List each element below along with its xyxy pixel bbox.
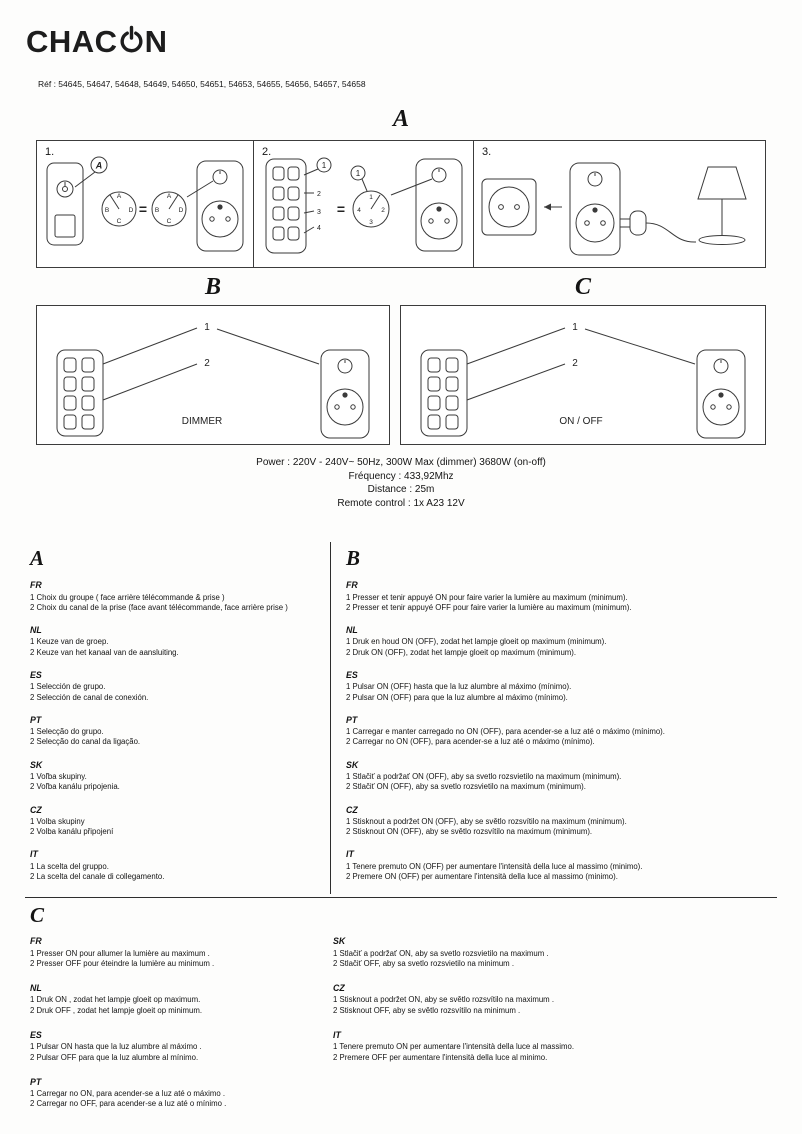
- panel-3-label: 3.: [482, 146, 492, 158]
- language-code: ES: [30, 669, 42, 680]
- group-selection-illustration: [37, 145, 249, 267]
- instruction-line: 2 Stlačiť OFF, aby sa svetlo rozsvietilo na minimum .: [333, 958, 515, 968]
- instruction-block-es: [30, 670, 328, 703]
- section-divider: [25, 897, 777, 898]
- dial-letter: B: [104, 207, 110, 214]
- dial-number: 4: [357, 207, 361, 214]
- dial-letter: B: [154, 207, 160, 214]
- instruction-line: 2 Voľba kanálu pripojenia.: [30, 782, 120, 792]
- dimmer-label: DIMMER: [181, 416, 223, 427]
- instruction-block-fr: [30, 580, 328, 613]
- instruction-block-cz: [333, 983, 779, 1016]
- installation-illustration: [474, 145, 762, 267]
- instruction-block-pt: [346, 715, 792, 748]
- language-code: ES: [30, 1029, 42, 1040]
- channel-number: 2: [317, 191, 321, 198]
- instruction-line: 1 Voľba skupiny.: [30, 772, 87, 782]
- instruction-line: 2 Stisknout ON (OFF), aby se světlo rozsvítilo na maximum (minimum).: [346, 827, 593, 837]
- dial-letter: C: [116, 218, 122, 225]
- instruction-block-pt: [30, 1077, 328, 1110]
- instruction-block-sk: [333, 936, 779, 969]
- language-code: NL: [30, 624, 42, 635]
- instruction-line: 1 Druk ON , zodat het lampje gloeit op maximum.: [30, 995, 201, 1005]
- instruction-block-it: [346, 849, 792, 882]
- instruction-line: 2 Keuze van het kanaal van de aansluiting.: [30, 647, 179, 657]
- panel-2-label: 2.: [262, 146, 272, 158]
- instruction-line: 1 Pulsar ON hasta que la luz alumbre al máximo .: [30, 1042, 202, 1052]
- instruction-block-cz: [346, 805, 792, 838]
- language-code: FR: [30, 580, 42, 590]
- language-code: IT: [333, 1029, 341, 1040]
- instructions-a-title: A: [30, 546, 45, 570]
- language-code: SK: [333, 936, 346, 946]
- group-callout-label: A: [95, 160, 103, 171]
- spec-power: Power : 220V - 240V~ 50Hz, 300W Max (dimmer) 3680W (on-off): [256, 457, 546, 468]
- language-code: PT: [30, 714, 42, 725]
- panel-1-label: 1.: [45, 146, 55, 158]
- instruction-line: 1 Selecção do grupo.: [30, 727, 104, 737]
- channel-selection-illustration: [254, 145, 470, 267]
- language-code: PT: [30, 1076, 42, 1087]
- section-b-diagram-box: [36, 305, 390, 445]
- instructions-c-title: C: [30, 903, 45, 927]
- instruction-block-cz: [30, 805, 328, 838]
- dial-number: 1: [369, 194, 373, 201]
- instruction-line: 2 Presser OFF pour éteindre la lumière au minimum .: [30, 958, 215, 968]
- instruction-line: 1 Presser et tenir appuyé ON pour faire varier la lumière au maximum (minimum).: [346, 592, 628, 602]
- instruction-line: 1 Presser ON pour allumer la lumière au maximum .: [30, 948, 210, 958]
- instruction-block-nl: [346, 625, 792, 658]
- instruction-line: 1 Selección de grupo.: [30, 682, 106, 692]
- instruction-block-fr: [30, 936, 328, 969]
- language-code: CZ: [333, 982, 345, 993]
- instruction-line: 1 Tenere premuto ON (OFF) per aumentare l'intensità della luce al massimo (minimo).: [346, 861, 643, 871]
- dial-letter: A: [116, 193, 122, 200]
- instruction-line: 1 Tenere premuto ON per aumentare l'intensità della luce al massimo.: [333, 1042, 575, 1052]
- language-code: CZ: [30, 804, 42, 815]
- language-code: IT: [346, 849, 354, 860]
- logo-text-prefix: CHAC: [26, 24, 118, 59]
- section-b-title: B: [204, 274, 221, 300]
- instruction-block-fr: [346, 580, 792, 613]
- instruction-block-nl: [30, 625, 328, 658]
- onoff-label: ON / OFF: [559, 416, 603, 427]
- onoff-mode-illustration: [401, 306, 765, 444]
- spec-remote-control: Remote control : 1x A23 12V: [337, 497, 465, 509]
- instruction-line: 2 Presser et tenir appuyé OFF pour faire varier la lumière au maximum (minimum).: [346, 602, 632, 612]
- instruction-line: 1 Stisknout a podržet ON, aby se světlo rozsvítilo na maximum .: [333, 995, 555, 1005]
- channel-number: 3: [317, 209, 321, 216]
- channel-callout-label: 1: [321, 161, 327, 170]
- dial-number: 2: [381, 207, 385, 214]
- step-number: 1: [204, 322, 210, 333]
- instructions-c-left-column: [30, 936, 328, 1124]
- instruction-line: 1 Carregar e manter carregado no ON (OFF), para acender-se a luz até o máximo (mínimo).: [346, 727, 665, 737]
- instructions-a-column: [30, 580, 328, 894]
- instruction-line: 1 Volba skupiny: [30, 817, 85, 827]
- section-c-diagram-box: [400, 305, 766, 445]
- instruction-line: 2 Selecção do canal da ligação.: [30, 737, 141, 747]
- instruction-line: 2 Stlačiť ON (OFF), aby sa svetlo rozsvietilo na maximum (minimum).: [346, 782, 586, 792]
- step-number: 2: [572, 358, 578, 369]
- instruction-line: 2 Pulsar ON (OFF) para que la luz alumbre al máximo (mínimo).: [346, 692, 568, 702]
- instruction-line: 1 Keuze van de groep.: [30, 637, 109, 647]
- step-number: 2: [204, 358, 210, 369]
- channel-number: 4: [317, 225, 321, 232]
- instruction-block-sk: [346, 760, 792, 793]
- diagram-panel-1: [37, 141, 253, 267]
- section-c-title: C: [574, 274, 591, 300]
- instruction-line: 1 Choix du groupe ( face arrière télécommande & prise ): [30, 592, 225, 602]
- instruction-line: 2 Pulsar OFF para que la luz alumbre al mínimo.: [30, 1052, 199, 1062]
- language-code: SK: [30, 759, 43, 770]
- dial-letter: D: [178, 207, 184, 214]
- instruction-line: 1 Stisknout a podržet ON (OFF), aby se světlo rozsvítilo na maximum (minimum).: [346, 817, 627, 827]
- arrow-icon: [544, 204, 551, 211]
- instruction-block-sk: [30, 760, 328, 793]
- instruction-line: 2 Druk ON (OFF), zodat het lampje gloeit op maximum (minimum).: [346, 647, 577, 657]
- language-code: IT: [30, 849, 38, 860]
- spec-frequency: Fréquency : 433,92Mhz: [348, 470, 454, 482]
- language-code: SK: [346, 759, 359, 770]
- instruction-line: 2 Volba kanálu připojení: [30, 827, 114, 837]
- instruction-block-it: [333, 1030, 779, 1063]
- instruction-line: 1 La scelta del gruppo.: [30, 861, 109, 871]
- language-code: FR: [346, 580, 358, 590]
- language-code: CZ: [346, 804, 358, 815]
- dial-letter: C: [166, 218, 172, 225]
- section-a-title: A: [392, 106, 409, 132]
- language-code: PT: [346, 714, 358, 725]
- instruction-line: 2 Stisknout OFF, aby se světlo rozsvítilo na minimum .: [333, 1005, 521, 1015]
- instruction-line: 2 Choix du canal de la prise (face avant télécommande, face arrière prise ): [30, 602, 288, 612]
- dial-letter: D: [128, 207, 134, 214]
- instruction-line: 1 Carregar no ON, para acender-se a luz até o máximo .: [30, 1089, 226, 1099]
- step-number: 1: [572, 322, 578, 333]
- technical-specs: [0, 456, 802, 510]
- dimmer-mode-illustration: [37, 306, 389, 444]
- spec-distance: Distance : 25m: [367, 484, 435, 495]
- section-a-diagram-box: [36, 140, 766, 268]
- logo-text-suffix: N: [144, 24, 168, 59]
- instruction-line: 1 Stlačiť a podržať ON, aby sa svetlo rozsvietilo na maximum .: [333, 948, 549, 958]
- instruction-block-es: [346, 670, 792, 703]
- instruction-line: 1 Pulsar ON (OFF) hasta que la luz alumbre al máximo (mínimo).: [346, 682, 572, 692]
- power-icon: [119, 25, 144, 56]
- instructions-b-title: B: [346, 546, 361, 570]
- equals-sign: =: [336, 201, 346, 217]
- instruction-block-nl: [30, 983, 328, 1016]
- instruction-block-pt: [30, 715, 328, 748]
- language-code: NL: [346, 624, 358, 635]
- instruction-line: 2 Premere ON (OFF) per aumentare l'intensità della luce al massimo (minimo).: [346, 872, 618, 882]
- reference-numbers: Réf : 54645, 54647, 54648, 54649, 54650, 54651, 54653, 54655, 54656, 54657, 54658: [38, 79, 366, 89]
- chacon-logo: [26, 24, 167, 60]
- instruction-line: 1 Druk en houd ON (OFF), zodat het lampje gloeit op maximum (minimum).: [346, 637, 607, 647]
- diagram-panel-3: [473, 141, 765, 267]
- dial-number: 3: [369, 219, 373, 226]
- instruction-line: 2 Premere OFF per aumentare l'intensità della luce al minimo.: [333, 1052, 548, 1062]
- language-code: NL: [30, 982, 42, 993]
- diagram-panel-2: [253, 141, 473, 267]
- instruction-line: 1 Stlačiť a podržať ON (OFF), aby sa svetlo rozsvietilo na maximum (minimum).: [346, 772, 622, 782]
- instruction-line: 2 Carregar no ON (OFF), para acender-se a luz até o máximo (mínimo).: [346, 737, 595, 747]
- instruction-block-es: [30, 1030, 328, 1063]
- language-code: FR: [30, 936, 42, 946]
- channel-callout-label: 1: [355, 169, 361, 178]
- instruction-block-it: [30, 849, 328, 882]
- instruction-line: 2 Druk OFF , zodat het lampje gloeit op minimum.: [30, 1005, 203, 1015]
- equals-sign: =: [138, 201, 148, 217]
- instruction-line: 2 La scelta del canale di collegamento.: [30, 872, 165, 882]
- instruction-line: 2 Carregar no OFF, para acender-se a luz até o mínimo .: [30, 1099, 227, 1109]
- instructions-c-right-column: [333, 936, 779, 1077]
- column-divider: [330, 542, 331, 894]
- language-code: ES: [346, 669, 358, 680]
- dial-letter: A: [166, 193, 172, 200]
- instructions-b-column: [346, 580, 792, 894]
- instruction-line: 2 Selección de canal de conexión.: [30, 692, 149, 702]
